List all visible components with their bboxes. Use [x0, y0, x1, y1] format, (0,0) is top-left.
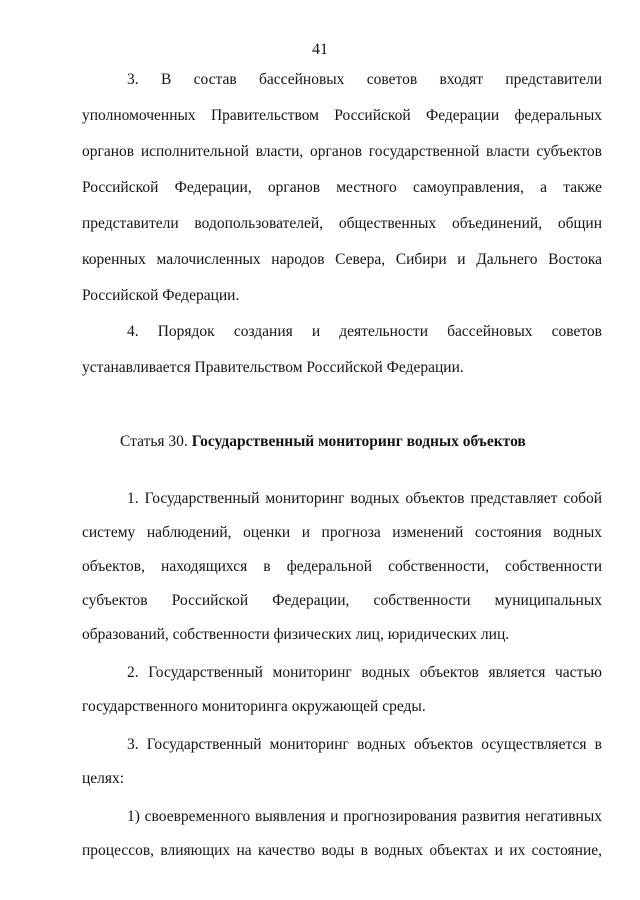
paragraph-line: 3. В состав бассейновых советов входят представители	[127, 71, 602, 88]
paragraph-line: 4. Порядок создания и деятельности бассейновых советов	[127, 323, 602, 340]
paragraph-line: устанавливается Правительством Российской Федерации.	[82, 359, 464, 376]
paragraph-line: 1. Государственный мониторинг водных объектов представляет собой	[127, 490, 602, 507]
paragraph-line: Российской Федерации, органов местного самоуправления, а также	[82, 179, 602, 196]
page-number: 41	[312, 41, 328, 58]
paragraph-line: 1) своевременного выявления и прогнозирования развития негативных	[127, 808, 602, 825]
paragraph-line: целях:	[82, 770, 125, 787]
paragraph-line: субъектов Российской Федерации, собственности муниципальных	[82, 592, 602, 609]
paragraph-line: систему наблюдений, оценки и прогноза изменений состояния водных	[82, 524, 602, 541]
paragraph-line: образований, собственности физических лиц, юридических лиц.	[82, 626, 510, 643]
paragraph-line: коренных малочисленных народов Севера, Сибири и Дальнего Востока	[82, 251, 602, 268]
paragraph-line: объектов, находящихся в федеральной собственности, собственности	[82, 558, 602, 575]
paragraph-line: процессов, влияющих на качество воды в водных объектах и их состояние,	[82, 842, 602, 859]
article-prefix: Статья 30.	[120, 433, 188, 450]
paragraph-line: Российской Федерации.	[82, 287, 240, 304]
paragraph-line: государственного мониторинга окружающей среды.	[82, 698, 426, 715]
article-title: Государственный мониторинг водных объектов	[191, 433, 526, 450]
paragraph-line: представители водопользователей, общественных объединений, общин	[82, 215, 602, 232]
paragraph-line: 3. Государственный мониторинг водных объектов осуществляется в	[127, 736, 602, 753]
article-heading	[82, 422, 602, 462]
paragraph-line: 2. Государственный мониторинг водных объектов является частью	[127, 664, 602, 681]
document-body	[82, 62, 602, 868]
paragraph-line: уполномоченных Правительством Российской Федерации федеральных	[82, 107, 602, 124]
paragraph-line: органов исполнительной власти, органов государственной власти субъектов	[82, 143, 602, 160]
